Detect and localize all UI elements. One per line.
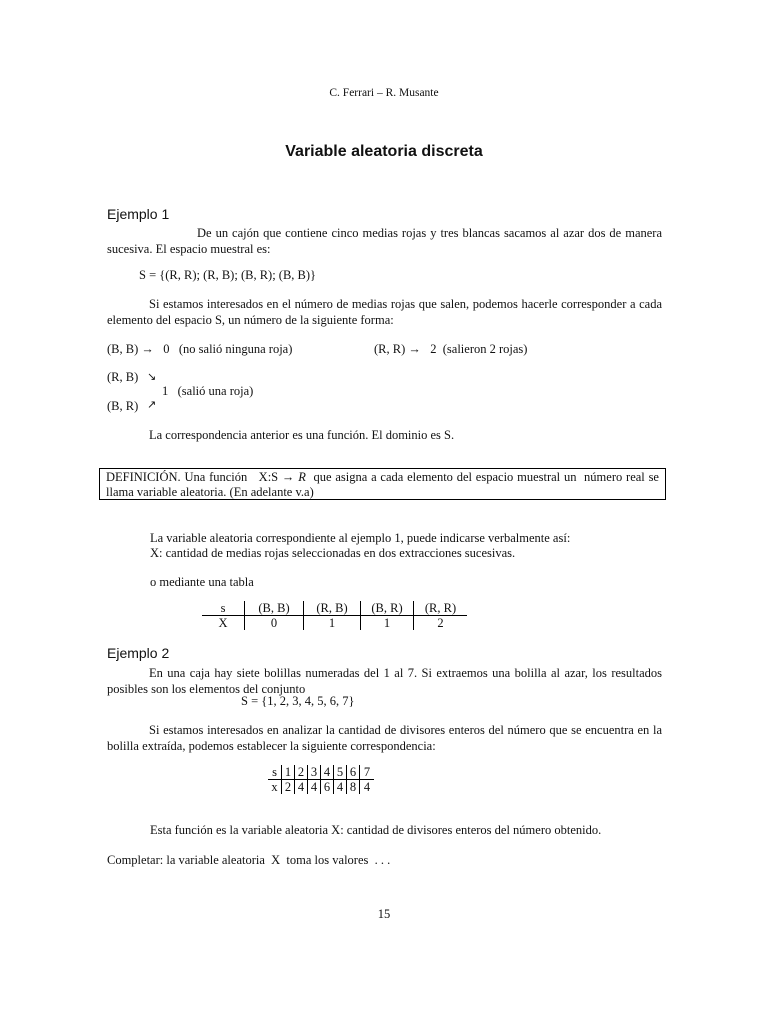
ball-set: S = {1, 2, 3, 4, 5, 6, 7} bbox=[241, 694, 355, 708]
value-table-2 bbox=[268, 765, 374, 794]
real-numbers-symbol: R bbox=[298, 470, 306, 484]
definition-post: que asigna a cada elemento del espacio muestral un número real se llama variable aleatoria. (En adelante v.a) bbox=[106, 470, 666, 499]
example-1-intro: De un cajón que contiene cinco medias rojas y tres blancas sacamos al azar dos de manera sucesiva. El espacio muestral es: bbox=[107, 226, 662, 256]
mapping-br: (B, R) bbox=[107, 399, 139, 413]
table-cell: x bbox=[268, 780, 282, 795]
mapping-bb: (B, B) → 0 (no salió ninguna roja) bbox=[107, 342, 293, 356]
function-statement: La correspondencia anterior es una función. El dominio es S. bbox=[149, 428, 455, 442]
table-cell: (R, R) bbox=[414, 601, 468, 616]
table-cell: 2 bbox=[295, 765, 308, 780]
example-1-heading: Ejemplo 1 bbox=[107, 206, 170, 222]
table-cell: 4 bbox=[363, 780, 371, 794]
exercise-prompt: Completar: la variable aleatoria X toma los valores . . . bbox=[107, 853, 391, 867]
table-cell: 4 bbox=[308, 780, 321, 795]
table-cell: 4 bbox=[295, 780, 308, 795]
table-row bbox=[202, 601, 467, 616]
arrow-up-right-icon: ↗ bbox=[147, 398, 157, 411]
example-2-intro: En una caja hay siete bolillas numeradas del 1 al 7. Si extraemos una bolilla al azar, los resultados posibles son los elementos del conjunto bbox=[107, 666, 662, 696]
table-row bbox=[268, 765, 374, 780]
table-cell: 8 bbox=[347, 780, 360, 795]
table-cell: 7 bbox=[360, 765, 375, 780]
value-table-1 bbox=[202, 601, 467, 630]
definition-pre: DEFINICIÓN. Una función X:S → bbox=[106, 470, 299, 484]
table-cell: (B, B) bbox=[245, 601, 304, 616]
verbal-definition: X: cantidad de medias rojas seleccionadas en dos extracciones sucesivas. bbox=[150, 546, 516, 560]
table-cell: s bbox=[202, 601, 245, 616]
table-cell: (B, R) bbox=[361, 601, 414, 616]
mapping-rr: (R, R) → 2 (salieron 2 rojas) bbox=[374, 342, 528, 356]
example-1-paragraph-2: Si estamos interesados en el número de medias rojas que salen, podemos hacerle corresponder a cada elemento del espacio S, un número de la siguiente forma: bbox=[107, 297, 662, 327]
function-conclusion: Esta función es la variable aleatoria X: cantidad de divisores enteros del número obtenido. bbox=[150, 823, 602, 837]
table-cell: 4 bbox=[334, 780, 347, 795]
table-cell: s bbox=[268, 765, 282, 780]
page-title: Variable aleatoria discreta bbox=[285, 143, 483, 160]
sample-space: S = {(R, R); (R, B); (B, R); (B, B)} bbox=[139, 268, 317, 282]
running-header: C. Ferrari – R. Musante bbox=[329, 87, 439, 99]
table-cell: 2 bbox=[437, 616, 444, 630]
table-row bbox=[268, 780, 374, 795]
mapping-rb: (R, B) bbox=[107, 370, 139, 384]
table-cell: 6 bbox=[347, 765, 360, 780]
table-cell: 5 bbox=[334, 765, 347, 780]
arrow-down-right-icon: ↘ bbox=[147, 370, 157, 383]
table-cell: 6 bbox=[321, 780, 334, 795]
verbal-intro: La variable aleatoria correspondiente al ejemplo 1, puede indicarse verbalmente así: bbox=[150, 531, 571, 545]
mapping-one: 1 (salió una roja) bbox=[162, 384, 254, 398]
table-cell: 2 bbox=[282, 780, 295, 795]
definition-text bbox=[106, 470, 666, 499]
example-2-heading: Ejemplo 2 bbox=[107, 645, 170, 661]
definition-box bbox=[99, 468, 666, 500]
table-cell: 1 bbox=[361, 616, 414, 631]
table-cell: 1 bbox=[282, 765, 295, 780]
table-row bbox=[202, 616, 467, 631]
example-2-paragraph-2: Si estamos interesados en analizar la cantidad de divisores enteros del número que se encuentra en la bolilla extraída, podemos establecer la siguiente correspondencia: bbox=[107, 723, 662, 753]
table-cell: (R, B) bbox=[304, 601, 361, 616]
table-cell: 1 bbox=[304, 616, 361, 631]
table-cell: 3 bbox=[308, 765, 321, 780]
table-intro: o mediante una tabla bbox=[150, 575, 254, 589]
table-cell: X bbox=[202, 616, 245, 631]
table-cell: 4 bbox=[321, 765, 334, 780]
table-cell: 0 bbox=[245, 616, 304, 631]
page-number: 15 bbox=[377, 907, 391, 921]
